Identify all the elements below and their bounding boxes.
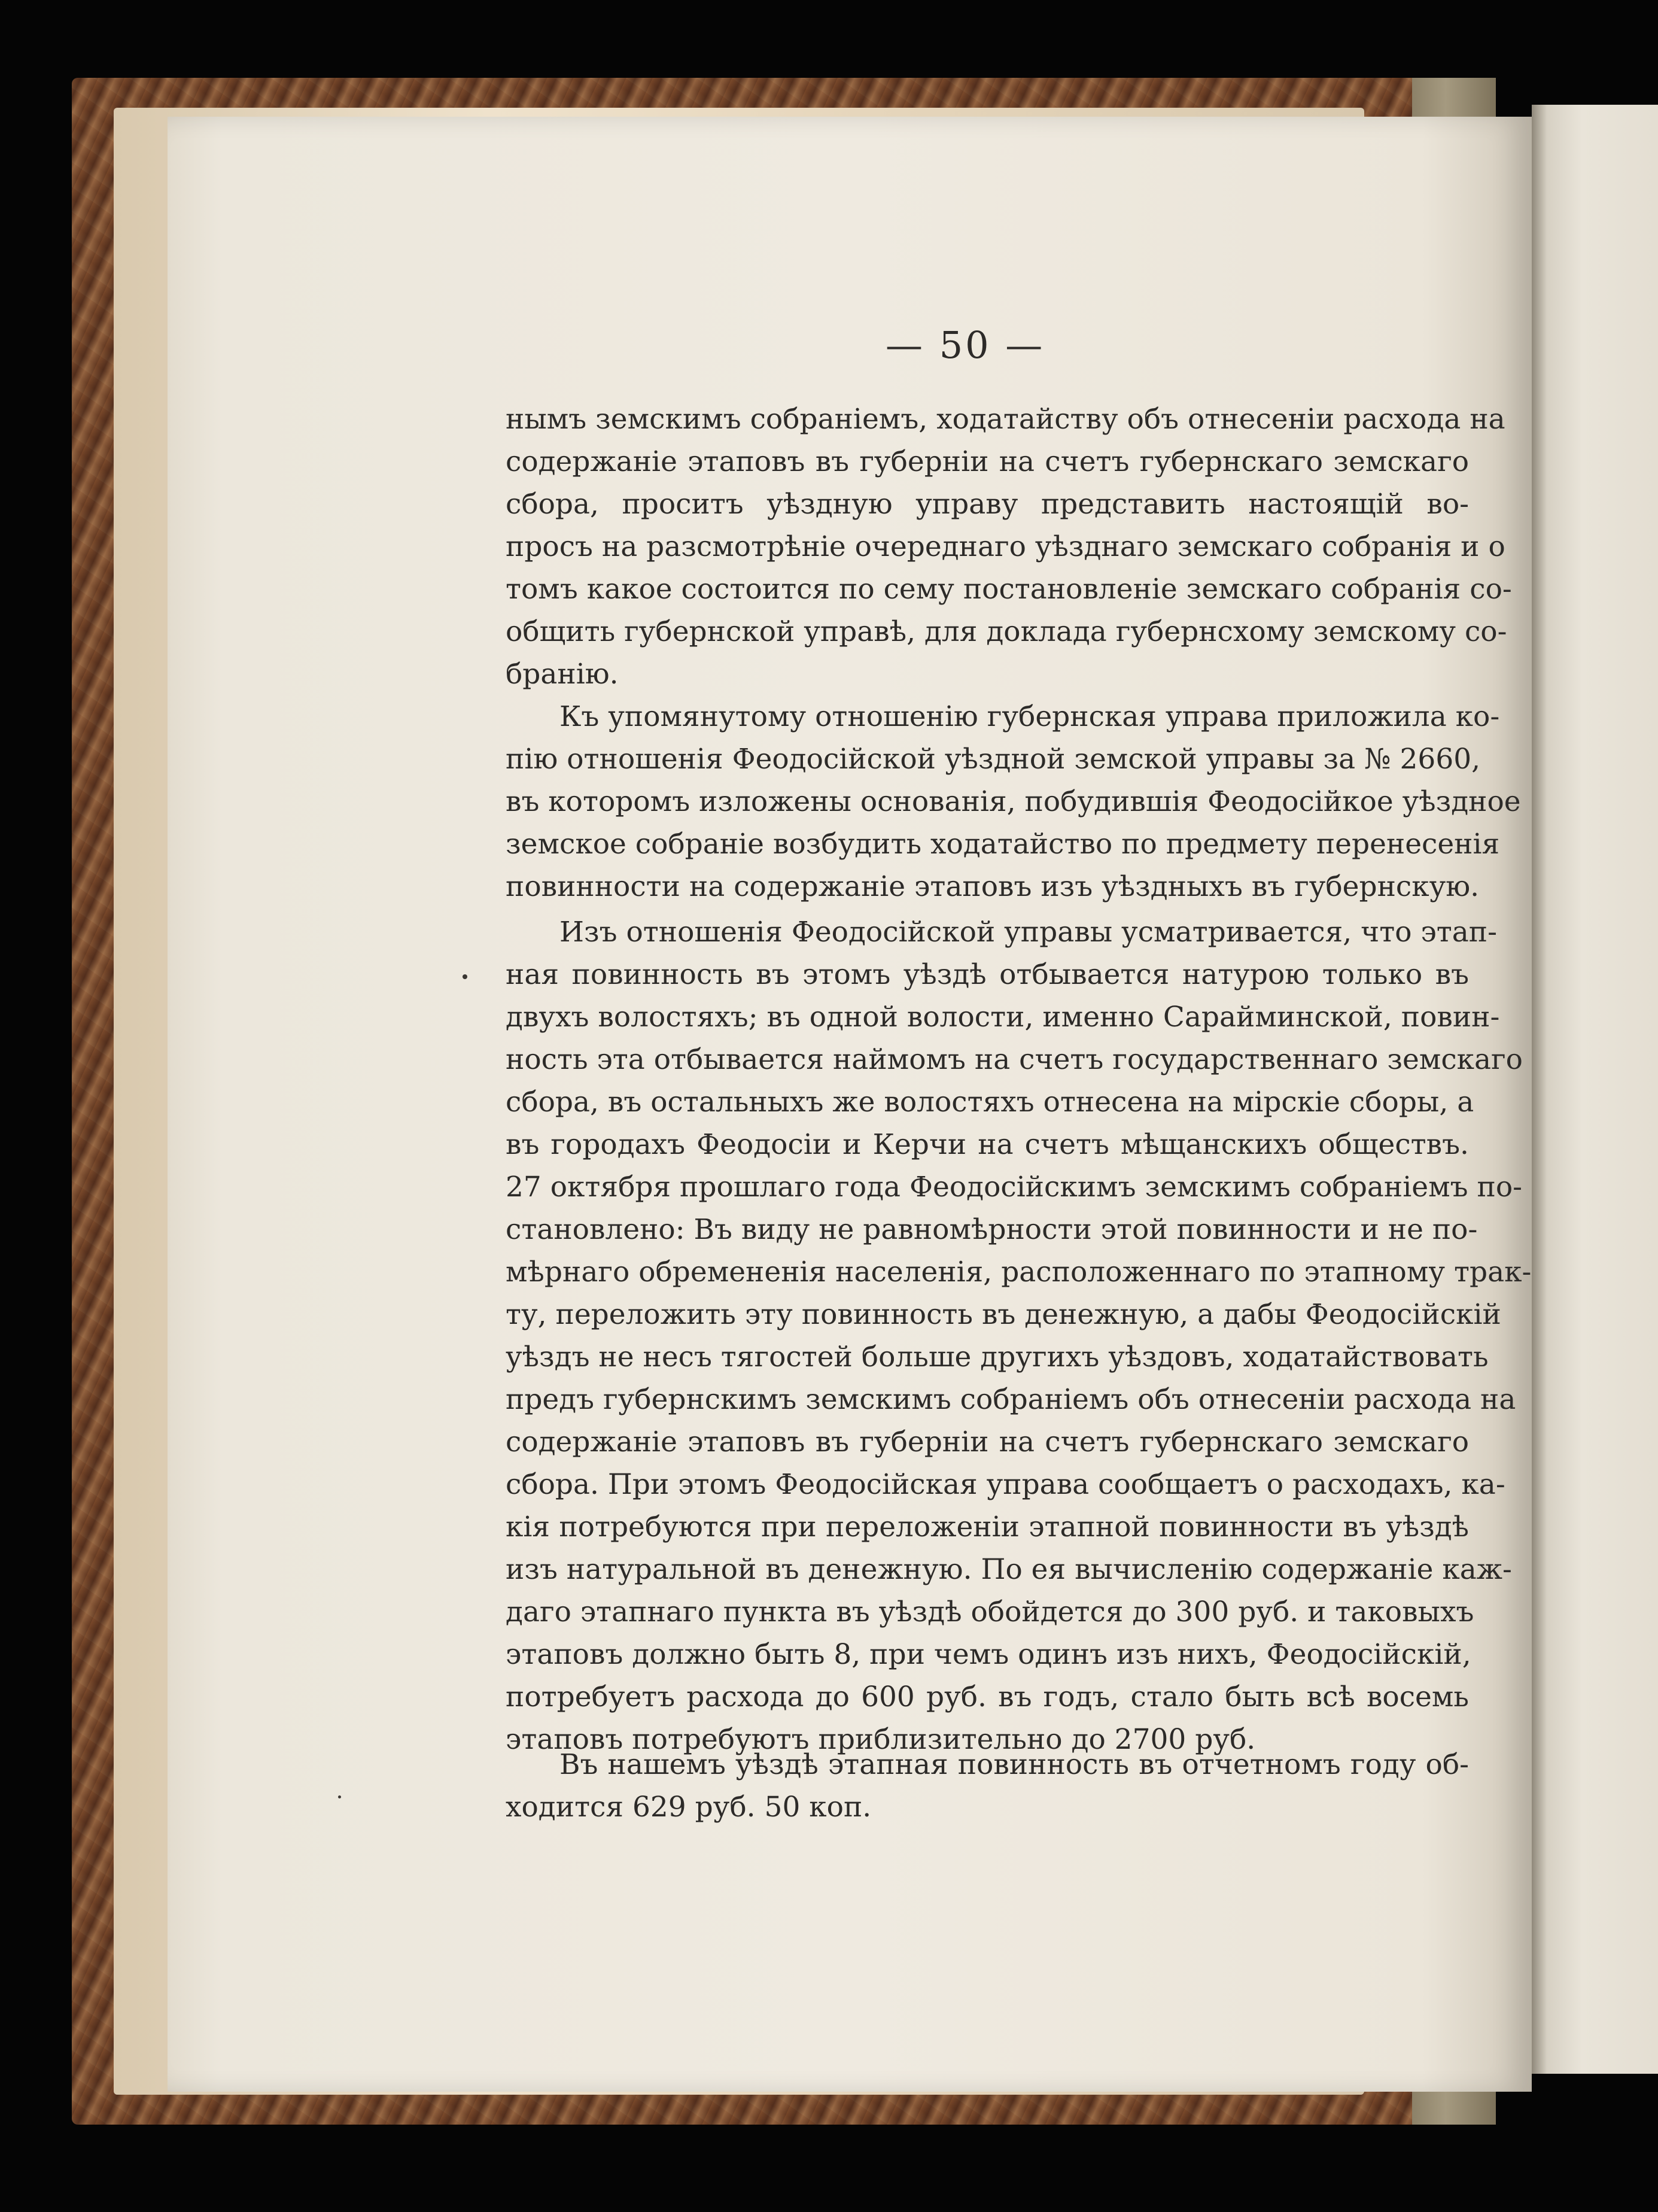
text-line: Къ упомянутому отношенію губернская управа приложила ко-: [559, 700, 1500, 733]
text-line: въ которомъ изложены основанія, побудившія Феодосійкое уѣздное: [506, 785, 1521, 818]
text-line: содержаніе этаповъ въ губерніи на счетъ губернскаго земскаго: [506, 445, 1469, 478]
text-line: уѣздъ не несъ тягостей больше другихъ уѣздовъ, ходатайствовать: [506, 1341, 1489, 1374]
text-line: сбора, проситъ уѣздную управу представить настоящій во-: [506, 488, 1469, 521]
text-line: сбора. При этомъ Феодосійская управа сообщаетъ о расходахъ, ка-: [506, 1468, 1505, 1501]
text-line: потребуетъ расхода до 600 руб. въ годъ, стало быть всѣ восемь: [506, 1681, 1469, 1713]
text-line: ность эта отбывается наймомъ на счетъ государственнаго земскаго: [506, 1043, 1523, 1076]
text-line: ту, переложить эту повинность въ денежную, а дабы Феодосійскій: [506, 1298, 1501, 1331]
text-line: 27 октября прошлаго года Феодосійскимъ земскимъ собраніемъ по-: [506, 1171, 1522, 1204]
text-line: кія потребуются при переложеніи этапной повинности въ уѣздѣ: [506, 1511, 1469, 1543]
text-line: ная повинность въ этомъ уѣздѣ отбывается натурою только въ: [506, 958, 1469, 991]
paragraph-1: [506, 398, 1512, 695]
text-line: двухъ волостяхъ; въ одной волости, именно Сарайминской, повин-: [506, 1001, 1500, 1034]
ink-speck: [338, 1795, 341, 1798]
paragraph-4: [506, 1743, 1469, 1828]
text-line: нымъ земскимъ собраніемъ, ходатайству объ отнесеніи расхода на: [506, 403, 1505, 436]
text-line: Въ нашемъ уѣздѣ этапная повинность въ отчетномъ году об-: [559, 1748, 1469, 1781]
text-line: просъ на разсмотрѣніе очереднаго уѣзднаго земскаго собранія и о: [506, 530, 1505, 563]
text-line: мѣрнаго обремененія населенія, расположеннаго по этапному трак-: [506, 1256, 1532, 1289]
text-line: томъ какое состоится по сему постановленіе земскаго собранія со-: [506, 573, 1512, 606]
text-line: сбора, въ остальныхъ же волостяхъ отнесена на мірскіе сборы, а: [506, 1086, 1474, 1119]
text-line: изъ натуральной въ денежную. По ея вычисленію содержаніе каж-: [506, 1553, 1512, 1586]
text-line: земское собраніе возбудить ходатайство по предмету перенесенія: [506, 828, 1500, 861]
text-line: даго этапнаго пункта въ уѣздѣ обойдется до 300 руб. и таковыхъ: [506, 1596, 1474, 1628]
text-line: общить губернской управѣ, для доклада губернсхому земскому со-: [506, 615, 1507, 648]
text-line: этаповъ должно быть 8, при чемъ одинъ изъ нихъ, Феодосійскій,: [506, 1638, 1471, 1671]
text-line: въ городахъ Феодосіи и Керчи на счетъ мѣщанскихъ обществъ.: [506, 1128, 1469, 1161]
text-line: ходится 629 руб. 50 коп.: [506, 1791, 872, 1824]
text-line: пію отношенія Феодосійской уѣздной земской управы за № 2660,: [506, 743, 1481, 776]
text-line: становлено: Въ виду не равномѣрности этой повинности и не по-: [506, 1213, 1478, 1246]
text-line: Изъ отношенія Феодосійской управы усматривается, что этап-: [559, 916, 1498, 949]
text-line: этаповъ потребуютъ приблизительно до 2700 руб.: [506, 1723, 1256, 1756]
facing-page: [1532, 105, 1658, 2074]
paragraph-2: [506, 695, 1521, 908]
text-line: предъ губернскимъ земскимъ собраніемъ объ отнесеніи расхода на: [506, 1383, 1516, 1416]
text-line: бранію.: [506, 658, 619, 691]
page-number: — 50 —: [886, 323, 1045, 367]
ink-speck: [463, 974, 467, 979]
text-line: повинности на содержаніе этаповъ изъ уѣздныхъ въ губернскую.: [506, 870, 1480, 903]
text-line: содержаніе этаповъ въ губерніи на счетъ губернскаго земскаго: [506, 1426, 1469, 1459]
paragraph-3: [506, 911, 1532, 1761]
